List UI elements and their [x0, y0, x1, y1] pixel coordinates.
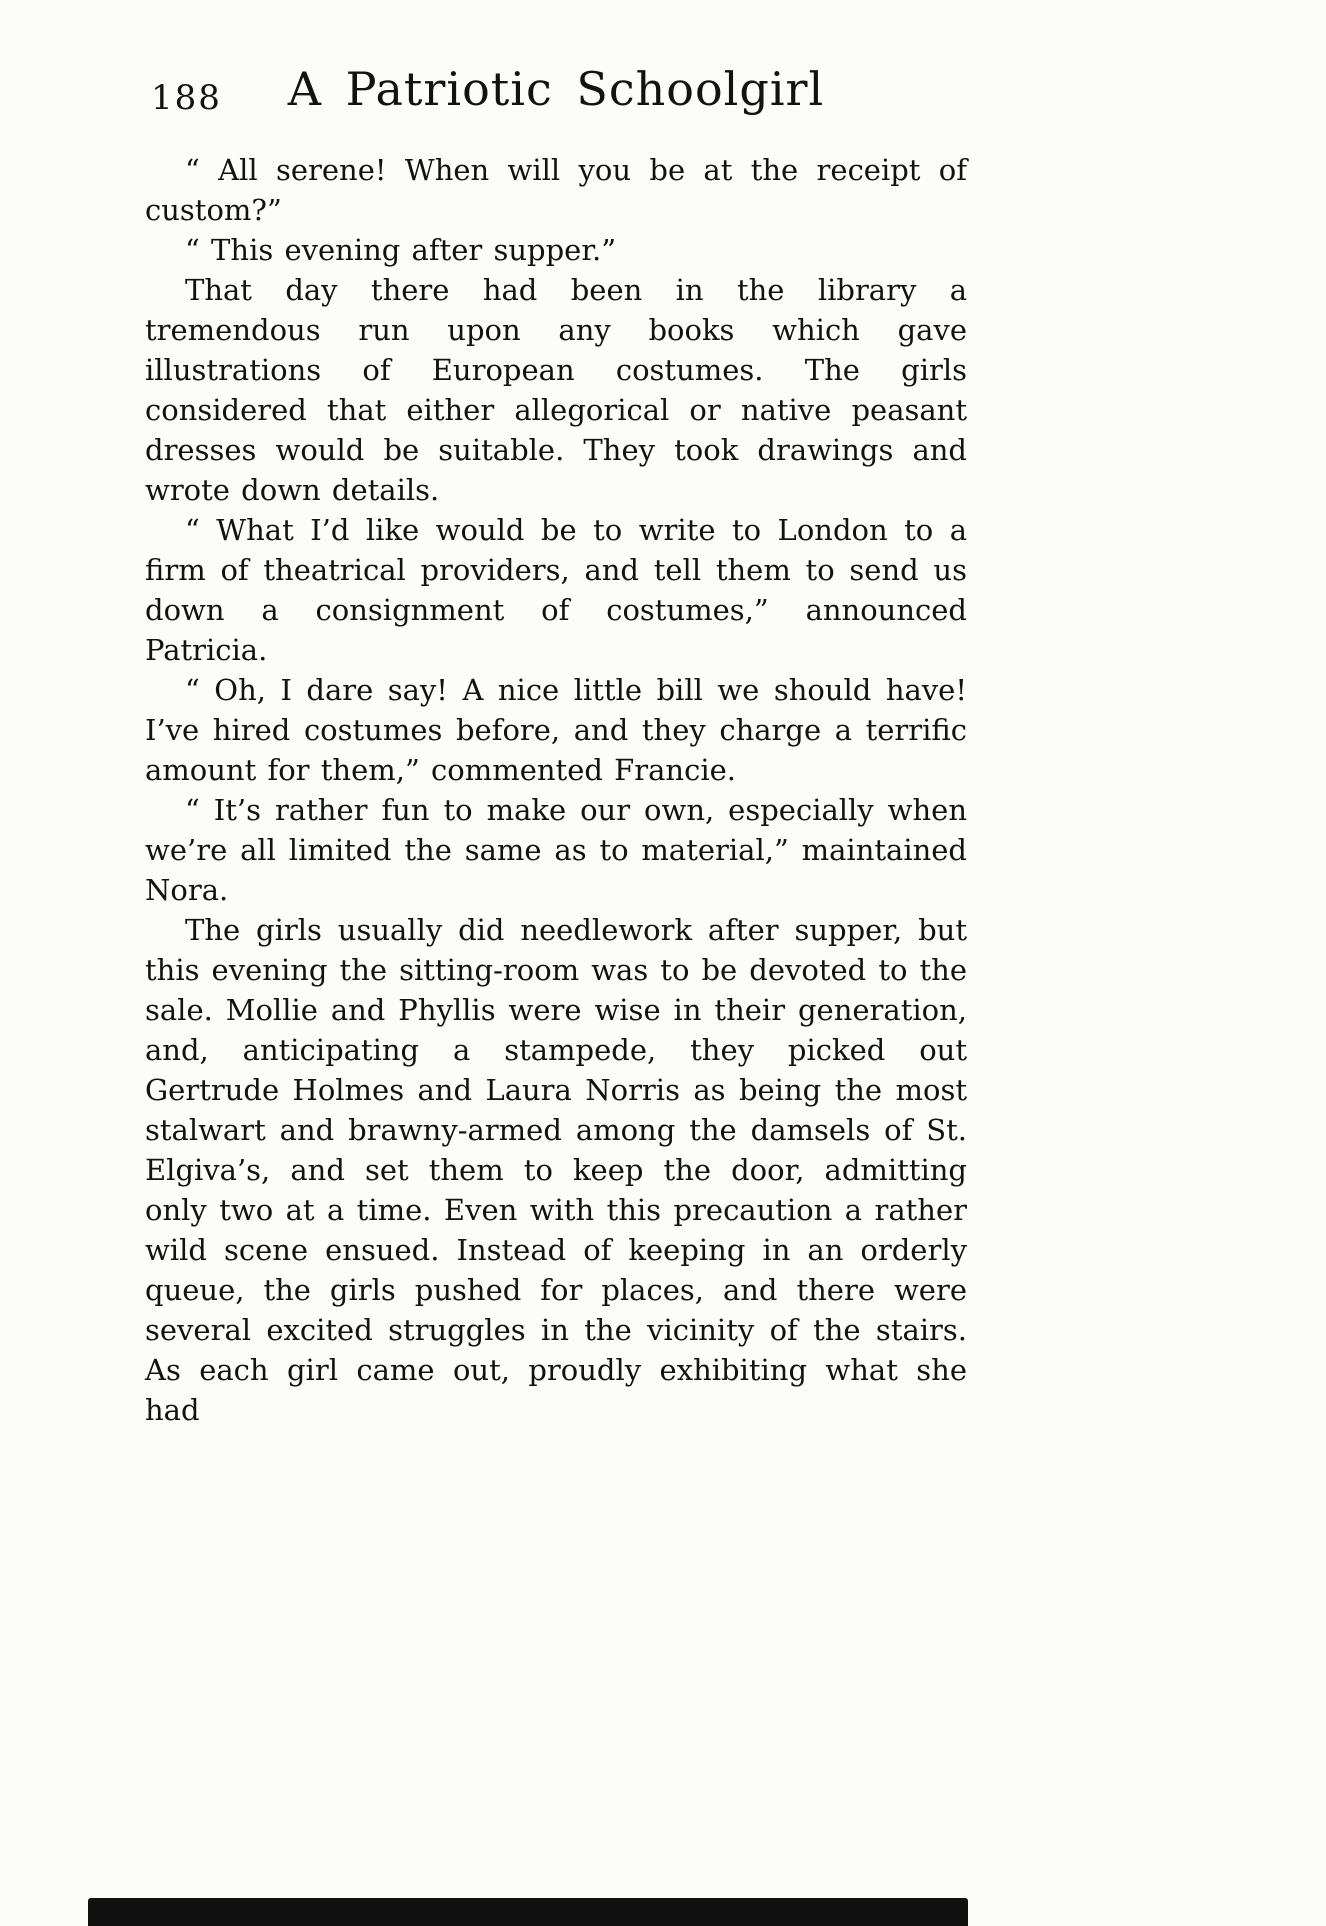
- paragraph-dialogue: “ Oh, I dare say! A nice little bill we should have! I’ve hired costumes before, and they charge a terrific amount for them,” commented Francie.: [145, 673, 967, 787]
- paragraph-dialogue: “ It’s rather fun to make our own, especially when we’re all limited the same as to material,” maintained Nora.: [145, 793, 967, 907]
- paragraph-dialogue: “ All serene! When will you be at the receipt of custom?”: [145, 153, 967, 227]
- running-title: A Patriotic Schoolgirl: [287, 62, 825, 116]
- body-text: [145, 150, 967, 1430]
- scan-artifact-bar: [88, 1898, 968, 1926]
- paragraph-narrative: The girls usually did needlework after supper, but this evening the sitting-room was to be devoted to the sale. Mollie and Phyllis were wise in their generation, and, anticipating a stampede, they picked out Gertrude Holmes and Laura Norris as being the most stalwart and brawny-armed among the damsels of St. Elgiva’s, and set them to keep the door, admitting only two at a time. Even with this precaution a rather wild scene ensued. Instead of keeping in an orderly queue, the girls pushed for places, and there were several excited struggles in the vicinity of the stairs. As each girl came out, proudly exhibiting what she had: [145, 913, 967, 1427]
- page-number: 188: [151, 78, 222, 118]
- paragraph-dialogue: “ This evening after supper.”: [185, 233, 617, 267]
- page-header: [145, 62, 967, 132]
- paragraph-narrative: That day there had been in the library a tremendous run upon any books which gave illustrations of European costumes. The girls considered that either allegorical or native peasant dresses would be suitable. They took drawings and wrote down details.: [145, 273, 967, 507]
- paragraph-dialogue: “ What I’d like would be to write to London to a firm of theatrical providers, and tell them to send us down a consignment of costumes,” announced Patricia.: [145, 513, 967, 667]
